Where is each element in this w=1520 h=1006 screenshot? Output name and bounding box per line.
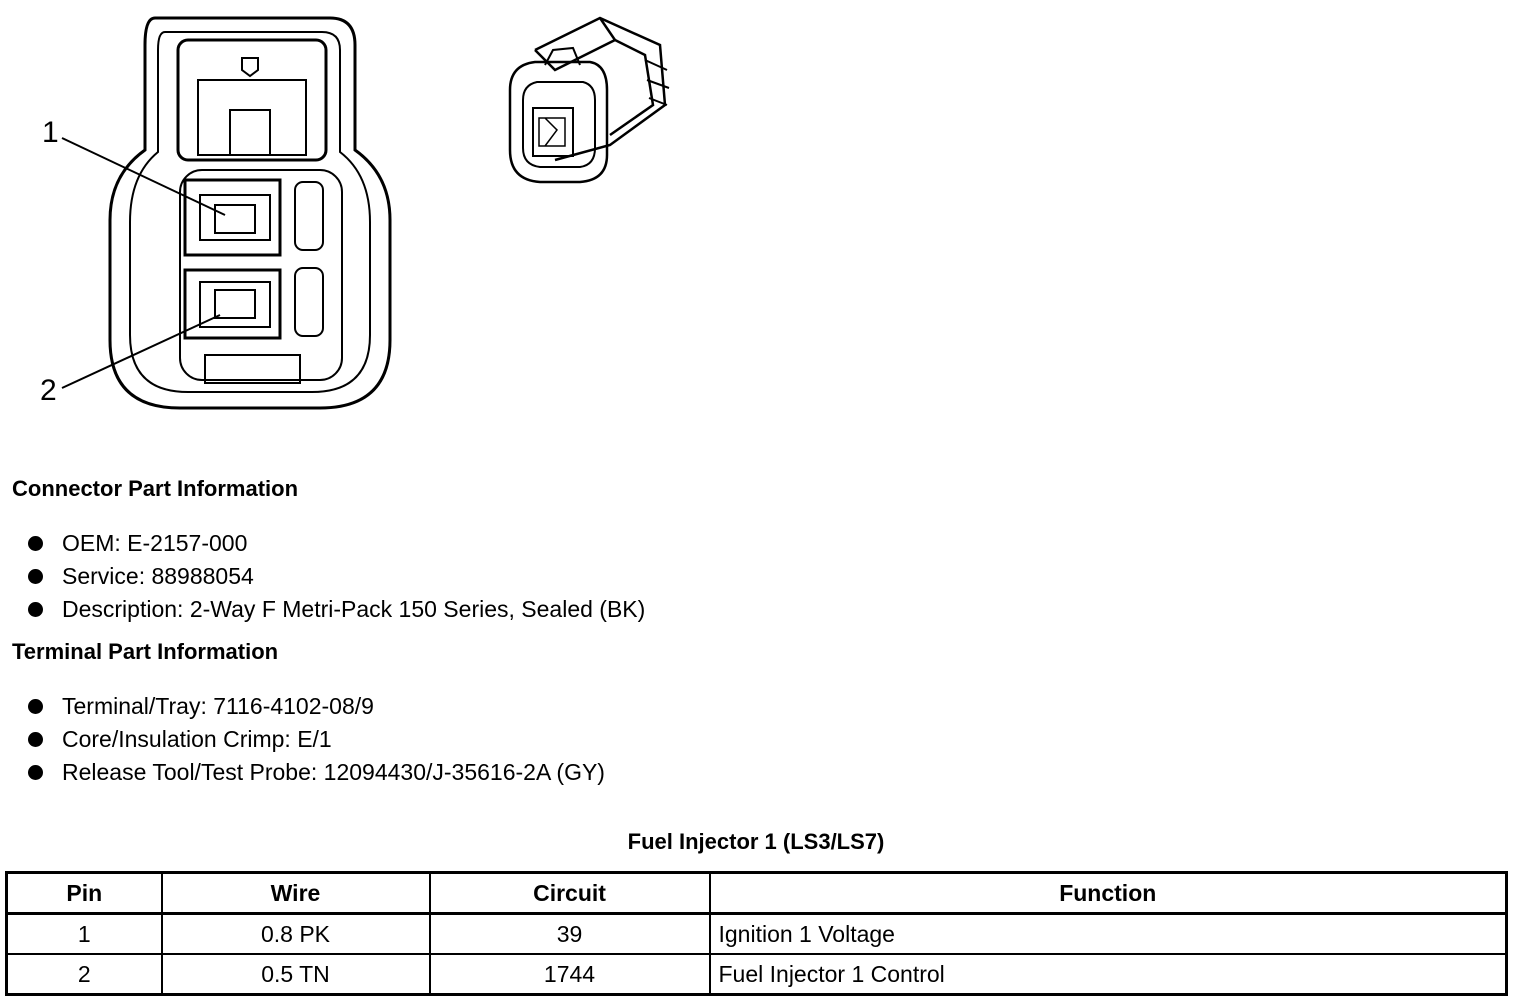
cell-wire: 0.8 PK (162, 914, 430, 955)
header-pin: Pin (7, 873, 162, 914)
cell-function: Ignition 1 Voltage (710, 914, 1507, 955)
face-terminal (539, 118, 565, 146)
table-row (7, 914, 1507, 955)
terminal-2-contact (215, 290, 255, 318)
latch-tab (230, 110, 270, 155)
latch-window (198, 80, 306, 155)
body-side (535, 18, 665, 160)
header-circuit: Circuit (430, 873, 710, 914)
table-row (7, 954, 1507, 995)
list-item (26, 690, 605, 723)
bullet-icon (28, 536, 43, 551)
connector-part-heading: Connector Part Information (12, 476, 299, 501)
list-item (26, 723, 605, 756)
callout-pin-2: 2 (40, 374, 57, 407)
cavity-frame (180, 170, 342, 380)
leader-pin-2 (62, 315, 220, 388)
release-tool: Release Tool/Test Probe: 12094430/J-35616-2A (GY) (62, 759, 605, 785)
cell-circuit: 39 (430, 914, 710, 955)
bullet-icon (28, 602, 43, 617)
connector-description: Description: 2-Way F Metri-Pack 150 Series, Sealed (BK) (62, 596, 646, 622)
bottom-tab (205, 355, 300, 383)
side-rib-upper (295, 182, 323, 250)
connector-3d-drawing (495, 10, 680, 195)
body-rear (610, 40, 653, 135)
bullet-icon (28, 699, 43, 714)
terminal-part-list (26, 690, 605, 789)
cell-pin: 1 (7, 914, 162, 955)
bullet-icon (28, 732, 43, 747)
cell-wire: 0.5 TN (162, 954, 430, 995)
list-item (26, 560, 645, 593)
bullet-icon (28, 765, 43, 780)
terminal-tray: Terminal/Tray: 7116-4102-08/9 (62, 693, 374, 719)
terminal-part-heading: Terminal Part Information (12, 639, 279, 664)
header-wire: Wire (162, 873, 430, 914)
list-item (26, 527, 645, 560)
connector-face-drawing (30, 10, 410, 430)
header-function: Function (710, 873, 1507, 914)
pinout-table (5, 871, 1508, 996)
table-header-row (7, 873, 1507, 914)
cell-function: Fuel Injector 1 Control (710, 954, 1507, 995)
core-insulation-crimp: Core/Insulation Crimp: E/1 (62, 726, 332, 752)
terminal-1-contact (215, 205, 255, 233)
bullet-icon (28, 569, 43, 584)
side-rib-lower (295, 268, 323, 336)
connector-service: Service: 88988054 (62, 563, 254, 589)
table-title: Fuel Injector 1 (LS3/LS7) (627, 829, 885, 854)
list-item (26, 756, 605, 789)
latch-notch (242, 58, 258, 76)
callout-pin-1: 1 (42, 116, 59, 149)
connector-oem: OEM: E-2157-000 (62, 530, 248, 556)
face-outline (510, 62, 607, 182)
list-item (26, 593, 645, 626)
cell-circuit: 1744 (430, 954, 710, 995)
connector-part-list (26, 527, 645, 626)
cell-pin: 2 (7, 954, 162, 995)
